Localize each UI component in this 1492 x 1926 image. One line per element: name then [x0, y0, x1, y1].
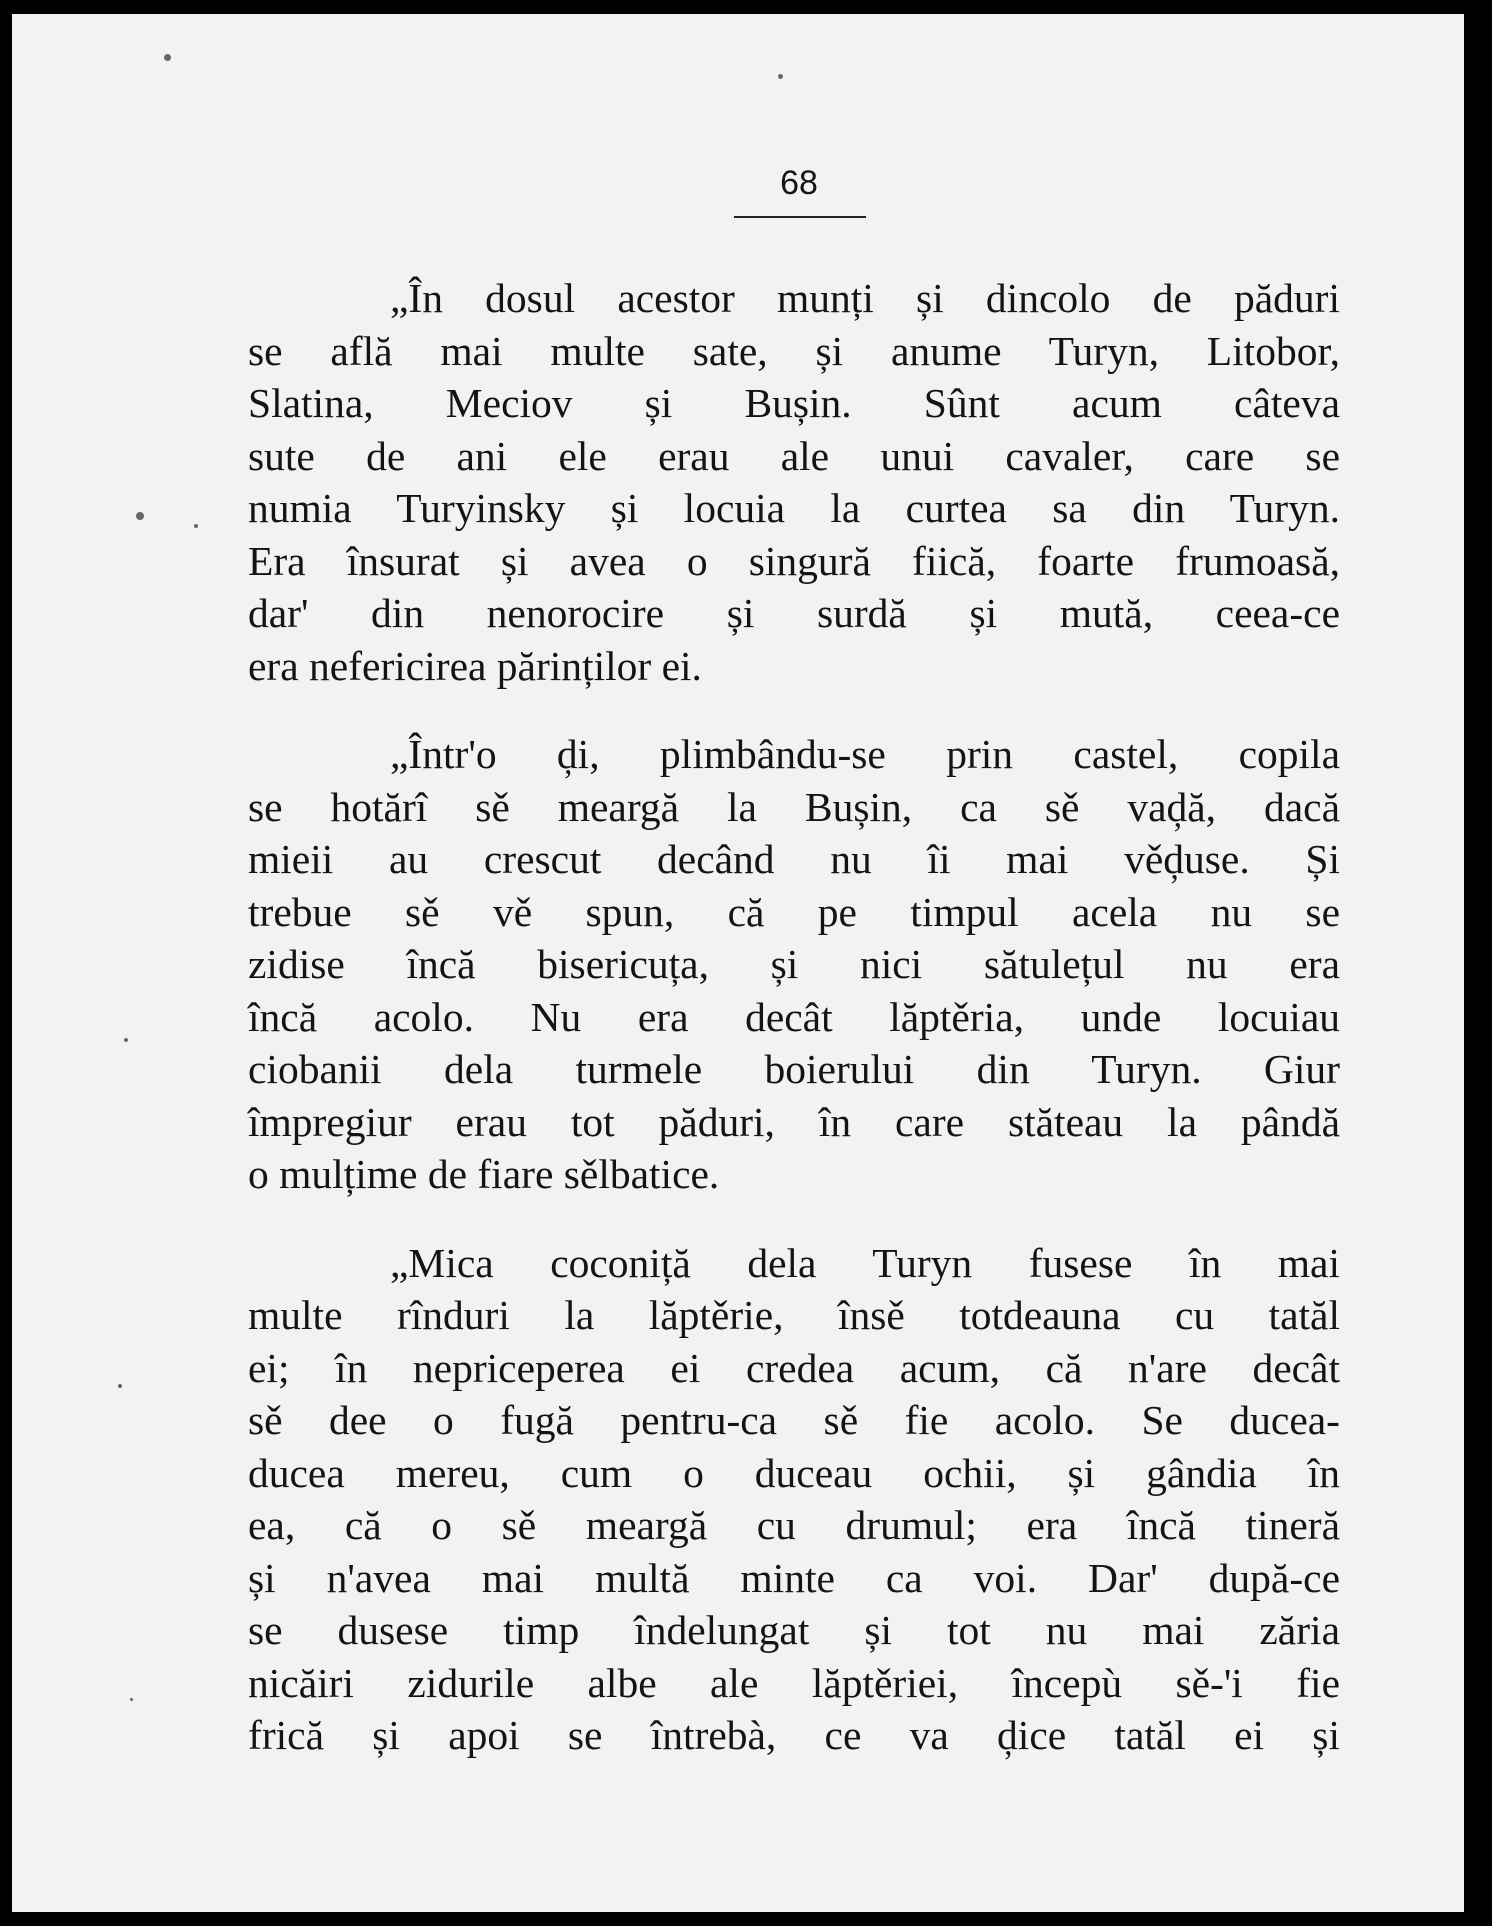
paper-speck [164, 54, 171, 61]
text-line: numia Turyinsky și locuia la curtea sa din Turyn. [248, 485, 1340, 531]
text-line: ciobanii dela turmele boierului din Turyn. Giur [248, 1046, 1340, 1092]
paper-speck [136, 512, 144, 520]
text-line: și n'avea mai multă minte ca voi. Dar' după-ce [248, 1554, 1340, 1601]
text-line: dar' din nenorocire și surdă și mută, ceea-ce [248, 590, 1340, 636]
text-line: „În dosul acestor munți și dincolo de păduri [390, 275, 1340, 321]
text-line: se hotărî sě meargă la Bușin, ca sě vaḑă, dacă [248, 783, 1340, 830]
text-line: mieii au crescut decând nu îi mai věḑuse. Și [248, 836, 1340, 882]
text-line: ea, că o sě meargă cu drumul; era încă tineră [248, 1502, 1340, 1548]
text-line: frică și apoi se întrebà, ce va ḑice tatăl ei și [248, 1712, 1340, 1758]
text-line: „Într'o ḑi, plimbându-se prin castel, copila [390, 731, 1340, 777]
text-line: era nefericirea părinților ei. [248, 642, 702, 689]
text-line: ei; în nepriceperea ei credea acum, că n'are decât [248, 1344, 1340, 1391]
body-text [248, 272, 1340, 1762]
paper-speck [118, 1384, 122, 1388]
text-line: Era însurat și avea o singură fiică, foarte frumoasă, [248, 537, 1340, 584]
text-line: zidise încă bisericuța, și nici sătulețul nu era [248, 941, 1340, 987]
text-line: se dusese timp îndelungat și tot nu mai zăria [248, 1607, 1340, 1653]
page-number: 68 [780, 164, 818, 202]
text-line: se află mai multe sate, și anume Turyn, Litobor, [248, 327, 1340, 374]
text-line: Slatina, Meciov și Bușin. Sûnt acum câteva [248, 380, 1340, 426]
text-line: ducea mereu, cum o duceau ochii, și gândia în [248, 1449, 1340, 1496]
text-line: multe rînduri la lăptěrie, însě totdeauna cu tatăl [248, 1292, 1340, 1338]
text-line: încă acolo. Nu era decât lăptěria, unde locuiau [248, 993, 1340, 1040]
text-line: nicăiri zidurile albe ale lăptěriei, începù sě-'i fie [248, 1659, 1340, 1706]
paragraph-gap [248, 692, 1340, 728]
paper-speck [194, 524, 198, 528]
text-line: sute de ani ele erau ale unui cavaler, care se [248, 432, 1340, 479]
text-line: trebue sě vě spun, că pe timpul acela nu se [248, 888, 1340, 935]
text-line: o mulțime de fiare sělbatice. [248, 1151, 720, 1197]
text-line: împregiur erau tot păduri, în care stăteau la pândă [248, 1098, 1340, 1145]
paper-speck [130, 1698, 133, 1701]
text-line: sě dee o fugă pentru-ca sě fie acolo. Se ducea- [248, 1397, 1340, 1443]
paragraph-1 [248, 272, 1340, 692]
paragraph-3 [248, 1237, 1340, 1762]
paper-speck [124, 1038, 128, 1042]
book-page [12, 14, 1464, 1912]
page-number-rule [734, 216, 866, 218]
paragraph-2 [248, 728, 1340, 1201]
text-line: „Mica coconiță dela Turyn fusese în mai [390, 1239, 1340, 1286]
paragraph-gap [248, 1201, 1340, 1237]
paper-speck [778, 74, 783, 79]
